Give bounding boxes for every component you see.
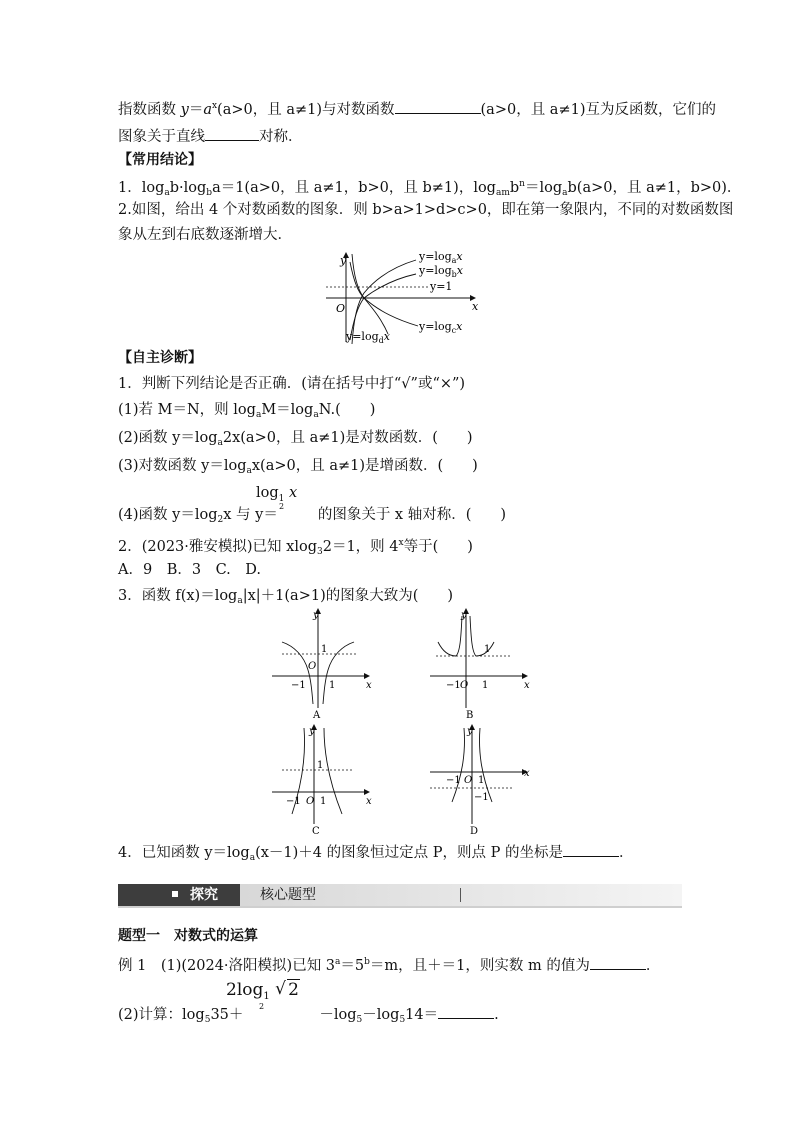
question-2: 2．(2023·雅安模拟)已知 xlog$_3$2＝1，则 4$^x$等于( )	[118, 538, 473, 557]
banner-dark-part: 探究	[118, 884, 240, 906]
svg-text:−1: −1	[291, 680, 306, 691]
conclusions-heading: 【常用结论】	[118, 152, 202, 168]
curve-right	[480, 728, 493, 802]
answer-blank[interactable]	[590, 955, 646, 970]
sqrt-symbol: √ 2	[275, 979, 299, 1000]
svg-text:x: x	[524, 768, 530, 779]
svg-text:1: 1	[478, 775, 485, 786]
svg-text:1: 1	[320, 796, 327, 807]
label-log-d: $y=\log_dx$	[346, 330, 390, 345]
svg-text:1: 1	[482, 680, 489, 691]
intro-line-1: 指数函数 $y=a^x(a>0$，且 a≠1)与对数函数 (a>0，且 a≠1)互为反函数，它们的	[118, 101, 716, 118]
conclusion-item-2-line-2: 象从左到右底数逐渐增大．	[118, 227, 292, 243]
label-log-c: $y=\log_cx$	[419, 320, 463, 335]
svg-text:x: x	[524, 680, 530, 691]
conclusion-item-1: 1．$\log_ab\cdot\log_ba=1(a>0$，且 a≠1，b>0，且 b≠1)，$\log_{am}b^n=\log_ab(a>0$，且 a≠1，b>0)．	[118, 179, 742, 198]
svg-text:O: O	[308, 661, 317, 672]
conclusion-item-2-line-1: 2.如图，给出 4 个对数函数的图象．则 b>a>1>d>c>0，即在第一象限内，不同的对数函数图	[118, 202, 734, 218]
log-half-denominator: 2	[279, 502, 285, 511]
curve-right	[323, 642, 354, 704]
svg-text:−1: −1	[446, 775, 461, 786]
question-1-3: (3)对数函数 $y=\log_ax(a>0$，且 a≠1)是增函数．( )	[118, 458, 478, 476]
svg-text:−1: −1	[286, 796, 301, 807]
question-1-2: (2)函数 $y=\log_a2x(a>0$，且 a≠1)是对数函数．( )	[118, 430, 473, 448]
svg-text:−1: −1	[446, 680, 461, 691]
option-graph-b	[426, 608, 530, 720]
origin-label: O	[336, 302, 346, 315]
svg-text:y: y	[461, 610, 467, 621]
two-log-half-root2-expression: $2\log_1$ √ 2	[226, 979, 299, 1002]
answer-blank[interactable]	[395, 99, 481, 114]
answer-blank[interactable]	[205, 126, 259, 141]
x-axis-label: x	[472, 300, 479, 313]
example-1-part-2: (2)计算：$\log_535+ -\log_5-\log_514=$ .	[118, 1004, 499, 1030]
log-half-x-expression: $\log_1 x$	[256, 485, 298, 504]
label-log-b: $y=\log_bx$	[419, 264, 463, 279]
svg-text:1: 1	[484, 644, 491, 655]
section-banner	[118, 884, 682, 906]
curve-left	[438, 616, 462, 656]
svg-text:x: x	[366, 680, 372, 691]
svg-text:y: y	[313, 610, 319, 621]
answer-blank[interactable]	[438, 1004, 494, 1019]
label-y-equals-1: y=1	[430, 280, 453, 293]
option-graph-a	[268, 608, 372, 720]
svg-text:y: y	[309, 726, 315, 737]
svg-text:1: 1	[329, 680, 336, 691]
svg-text:x: x	[366, 796, 372, 807]
svg-text:−1: −1	[474, 792, 489, 803]
question-1: 1．判断下列结论是否正确．(请在括号中打“√”或“×”)	[118, 376, 466, 392]
y-axis-label: y	[340, 254, 347, 267]
diagnosis-heading: 【自主诊断】	[118, 350, 202, 366]
svg-text:1: 1	[321, 644, 328, 655]
banner-light-part: 核心题型	[240, 884, 682, 906]
svg-text:O: O	[460, 680, 469, 691]
intro-line-2: 图象关于直线 对称．	[118, 126, 303, 147]
curve-right	[324, 728, 342, 814]
two-log-denominator: 2	[259, 1002, 265, 1011]
option-label-b: B	[466, 710, 474, 720]
option-graph-c	[268, 724, 372, 836]
question-1-4: (4)函数 $y=\log_2x$ 与 y＝ 的图象关于 x 轴对称．( )	[118, 507, 507, 525]
question-1-1: (1)若 M＝N，则 $\log_aM=\log_aN$.( )	[118, 402, 376, 420]
square-icon	[172, 891, 178, 897]
type1-heading: 题型一 对数式的运算	[118, 928, 258, 944]
curve-right	[470, 616, 494, 656]
question-4: 4．已知函数 $y=\log_a(x-1)+4$ 的图象恒过定点 P，则点 P 的坐标是 ．	[118, 842, 633, 868]
svg-text:y: y	[467, 726, 473, 737]
curve-left	[282, 642, 313, 704]
question-2-options: A．9 B．3 C. D.	[118, 562, 261, 578]
log-curves-figure	[322, 248, 482, 346]
curve-log-c	[352, 254, 418, 326]
answer-blank[interactable]	[563, 842, 619, 857]
option-label-a: A	[313, 710, 321, 720]
label-log-a: $y=\log_ax$	[419, 250, 463, 265]
example-1-part-1: 例 1 (1)(2024·洛阳模拟)已知 $3^a=5^b=m$，且＋＝1，则实数 m 的值为 ．	[118, 957, 661, 974]
question-3: 3．函数 $f(x)=\log_a|x|+1(a>1)$的图象大致为( )	[118, 588, 454, 606]
svg-text:O: O	[464, 775, 473, 786]
option-label-d: D	[470, 826, 479, 836]
svg-text:O: O	[306, 796, 315, 807]
option-label-c: C	[312, 826, 320, 836]
svg-text:1: 1	[317, 760, 324, 771]
option-graph-d	[426, 724, 530, 836]
curve-left	[452, 728, 465, 802]
